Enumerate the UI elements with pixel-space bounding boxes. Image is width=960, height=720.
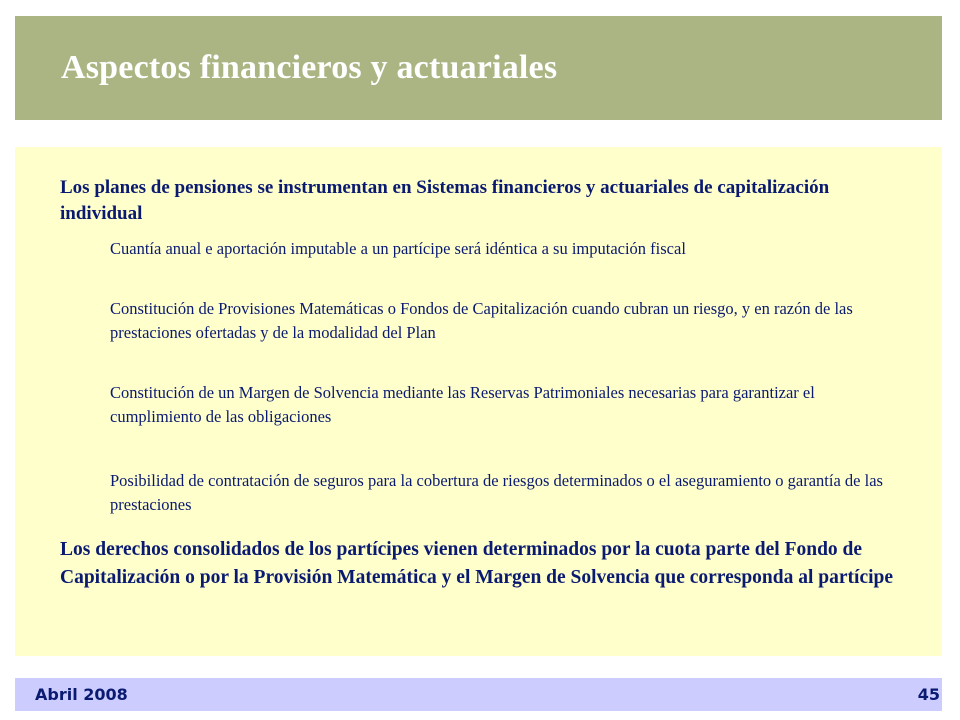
subpoint-cuantia-anual: Cuantía anual e aportación imputable a un partícipe será idéntica a su imputación fiscal bbox=[110, 239, 686, 258]
main-point-derechos-consolidados: Los derechos consolidados de los partícipes vienen determinados por la cuota parte del Fondo de Capitalización o por la Provisión Matemática y el Margen de Solvencia que corresponda al partícipe bbox=[60, 539, 894, 588]
content-panel bbox=[15, 147, 942, 656]
page-number: 45 bbox=[917, 685, 940, 704]
main-point-planes-pensiones: Los planes de pensiones se instrumentan en Sistemas financieros y actuariales de capitalización individual bbox=[60, 177, 830, 224]
subpoint-contratacion-seguros: Posibilidad de contratación de seguros para la cobertura de riesgos determinados o el aseguramiento o garantía de las prestaciones bbox=[110, 471, 883, 514]
subpoint-margen-solvencia: Constitución de un Margen de Solvencia mediante las Reservas Patrimoniales necesarias para garantizar el cumplimiento de las obligaciones bbox=[110, 383, 815, 426]
subpoint-provisiones-matematicas: Constitución de Provisiones Matemáticas o Fondos de Capitalización cuando cubran un riesgo, y en razón de las prestaciones ofertadas y de la modalidad del Plan bbox=[110, 299, 853, 342]
footer-bar bbox=[15, 678, 942, 711]
footer-date: Abril 2008 bbox=[35, 685, 128, 704]
slide-title: Aspectos financieros y actuariales bbox=[61, 49, 558, 86]
title-bar bbox=[15, 16, 942, 120]
